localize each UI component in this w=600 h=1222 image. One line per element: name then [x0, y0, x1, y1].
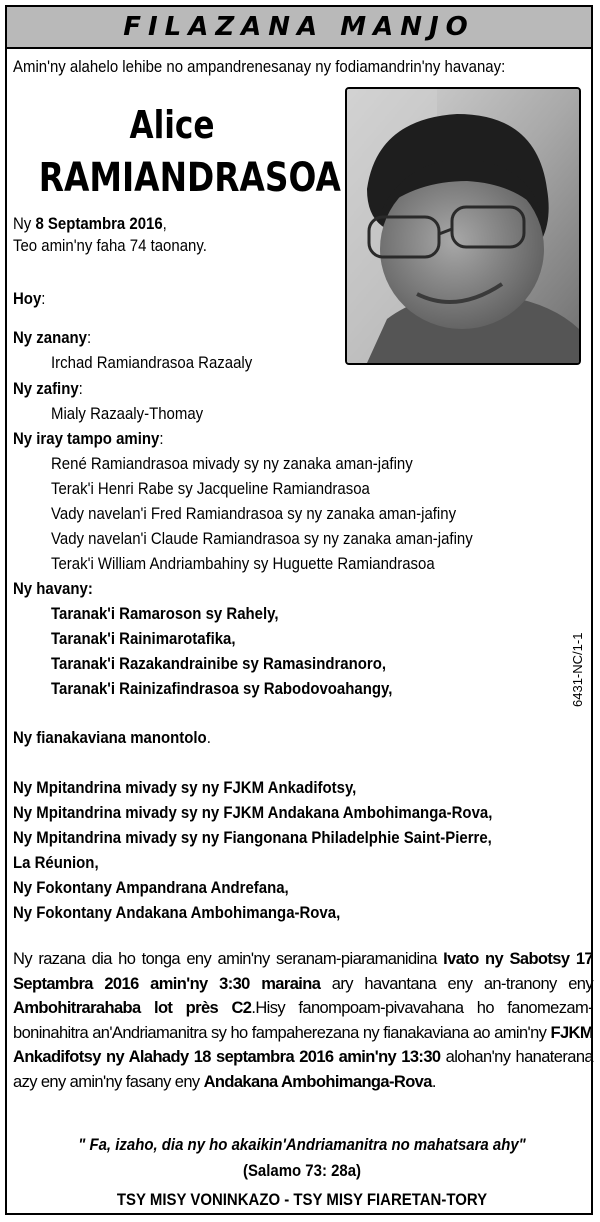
relative-item: Taranak'i Razakandrainibe sy Ramasindranoro, [51, 654, 387, 673]
church-item: Ny Mpitandrina mivady sy ny FJKM Andakana Ambohimanga-Rova, [13, 803, 493, 822]
in-laws-label: Ny fianakaviana manontolo [13, 728, 207, 747]
relative-item: Taranak'i Rainizafindrasoa sy Rabodovoahangy, [51, 679, 393, 698]
arrangements-text: alohan'ny hanaterana azy eny amin'ny fasany eny [13, 1048, 593, 1091]
header-title: FILAZANA MANJO [123, 12, 475, 42]
death-date-line [13, 213, 167, 235]
age-line: Teo amin'ny faha 74 taonany. [13, 236, 207, 255]
header-banner [7, 7, 591, 49]
intro-text: Amin'ny alahelo lehibe no ampandrenesanay ny fodiamandrin'ny havanay: [13, 57, 506, 76]
deceased-first-name: Alice [129, 103, 215, 147]
sibling-item: Terak'i Henri Rabe sy Jacqueline Ramiandrasoa [51, 479, 370, 498]
church-item: La Réunion, [13, 853, 99, 872]
grandchildren-label: Ny zafiny [13, 379, 79, 398]
in-laws-line [13, 727, 211, 749]
grandchildren-heading: Ny zafiny: [13, 379, 83, 398]
footer-note: TSY MISY VONINKAZO - TSY MISY FIARETAN-TORY [116, 1190, 488, 1209]
arrangements-text: ary havantana eny an-tranony eny [320, 974, 593, 993]
relatives-heading: Ny havany: [13, 579, 93, 598]
hoy-line [13, 288, 45, 310]
home-address: Ambohitrarahaba lot près C2 [13, 999, 252, 1018]
siblings-label: Ny iray tampo aminy [13, 429, 160, 448]
death-date: 8 Septambra 2016 [35, 214, 163, 233]
deceased-last-name: RAMIANDRASOA [38, 155, 341, 201]
arrangements-paragraph [13, 947, 593, 1095]
children-heading: Ny zanany: [13, 328, 92, 347]
scripture-reference: (Salamo 73: 28a) [242, 1161, 362, 1180]
notice-frame [5, 5, 593, 1215]
sibling-item: Vady navelan'i Fred Ramiandrasoa sy ny zanaka aman-jafiny [51, 504, 457, 523]
church-item: Ny Mpitandrina mivady sy ny FJKM Ankadifotsy, [13, 778, 357, 797]
deceased-photo [345, 87, 581, 365]
death-suffix: , [162, 214, 167, 233]
relative-item: Taranak'i Rainimarotafika, [51, 629, 236, 648]
grandchild-item: Mialy Razaaly-Thomay [51, 404, 204, 423]
church-item: Ny Mpitandrina mivady sy ny Fiangonana Philadelphie Saint-Pierre, [13, 828, 492, 847]
portrait-image [347, 89, 579, 363]
service-details: FJKM Ankadifotsy ny Alahady 18 septambra 2016 amin'ny 13:30 [13, 1023, 593, 1067]
hoy-colon: : [41, 289, 46, 308]
death-prefix: Ny [13, 214, 36, 233]
siblings-heading: Ny iray tampo aminy: [13, 429, 164, 448]
arrival-details: Ivato ny Sabotsy 17 Septambra 2016 amin'ny 3:30 maraina [13, 950, 593, 993]
hoy-label: Hoy [13, 289, 42, 308]
ad-reference-code: 6431-NC/1-1 [570, 632, 585, 707]
arrangements-text: .Hisy fanompoam-pivavahana ho fanomezam-boninahitra an'Andriamanitra sy ho fampaherezana ny fianakaviana ao amin'ny [13, 999, 593, 1042]
scripture-quote: " Fa, izaho, dia ny ho akaikin'Andriamanitra no mahatsara ahy" [78, 1135, 526, 1154]
arrangements-text: . [431, 1072, 436, 1091]
relative-item: Taranak'i Ramaroson sy Rahely, [51, 604, 279, 623]
sibling-item: Vady navelan'i Claude Ramiandrasoa sy ny zanaka aman-jafiny [51, 529, 473, 548]
in-laws-suffix: . [206, 728, 211, 747]
church-item: Ny Fokontany Andakana Ambohimanga-Rova, [13, 903, 341, 922]
children-label: Ny zanany [13, 328, 88, 347]
sibling-item: Terak'i William Andriambahiny sy Huguette Ramiandrasoa [51, 554, 435, 573]
child-item: Irchad Ramiandrasoa Razaaly [51, 353, 253, 372]
burial-place: Andakana Ambohimanga-Rova [203, 1072, 432, 1091]
church-item: Ny Fokontany Ampandrana Andrefana, [13, 878, 289, 897]
sibling-item: René Ramiandrasoa mivady sy ny zanaka aman-jafiny [51, 454, 413, 473]
arrangements-text: Ny razana dia ho tonga eny amin'ny seranam-piaramanidina [13, 950, 444, 968]
